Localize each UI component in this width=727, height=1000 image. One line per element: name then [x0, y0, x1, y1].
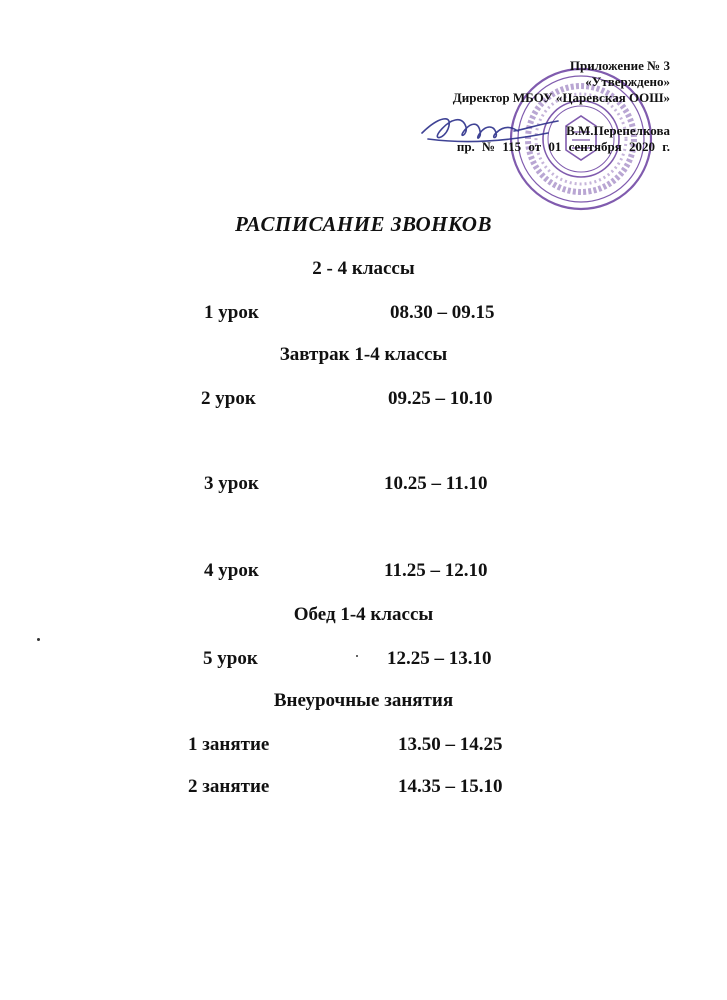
lunch-note: Обед 1-4 классы — [293, 604, 434, 625]
lesson-time: 08.30 – 09.15 — [390, 302, 495, 323]
lesson-label: 3 урок — [204, 473, 259, 494]
director-name: В.М.Перепелкова — [566, 123, 670, 138]
lesson-time: 09.25 – 10.10 — [388, 388, 493, 409]
activity-label: 2 занятие — [188, 776, 270, 797]
lesson-label: 1 урок — [204, 302, 259, 323]
scan-speck — [356, 655, 358, 657]
classes-subtitle: 2 - 4 классы — [312, 258, 415, 279]
activity-time: 14.35 – 15.10 — [398, 776, 503, 797]
lesson-label: 4 урок — [204, 560, 259, 581]
lesson-label: 2 урок — [201, 388, 256, 409]
lesson-time: 11.25 – 12.10 — [384, 560, 488, 581]
activity-time: 13.50 – 14.25 — [398, 734, 503, 755]
approval-block — [453, 58, 670, 155]
director-line: Директор МБОУ «Царевская ООШ» — [452, 90, 670, 105]
activity-label: 1 занятие — [188, 734, 270, 755]
page-title: РАСПИСАНИЕ ЗВОНКОВ — [235, 212, 492, 236]
appendix-number: Приложение № 3 — [569, 58, 670, 73]
lesson-label: 5 урок — [203, 648, 258, 669]
order-reference: пр. № 115 от 01 сентября 2020 г. — [456, 139, 670, 154]
scan-speck — [37, 638, 40, 641]
lesson-time: 10.25 – 11.10 — [384, 473, 488, 494]
extracurricular-heading: Внеурочные занятия — [273, 690, 454, 711]
breakfast-note: Завтрак 1-4 классы — [279, 344, 448, 365]
approved-label: «Утверждено» — [585, 74, 670, 89]
lesson-time: 12.25 – 13.10 — [387, 648, 492, 669]
